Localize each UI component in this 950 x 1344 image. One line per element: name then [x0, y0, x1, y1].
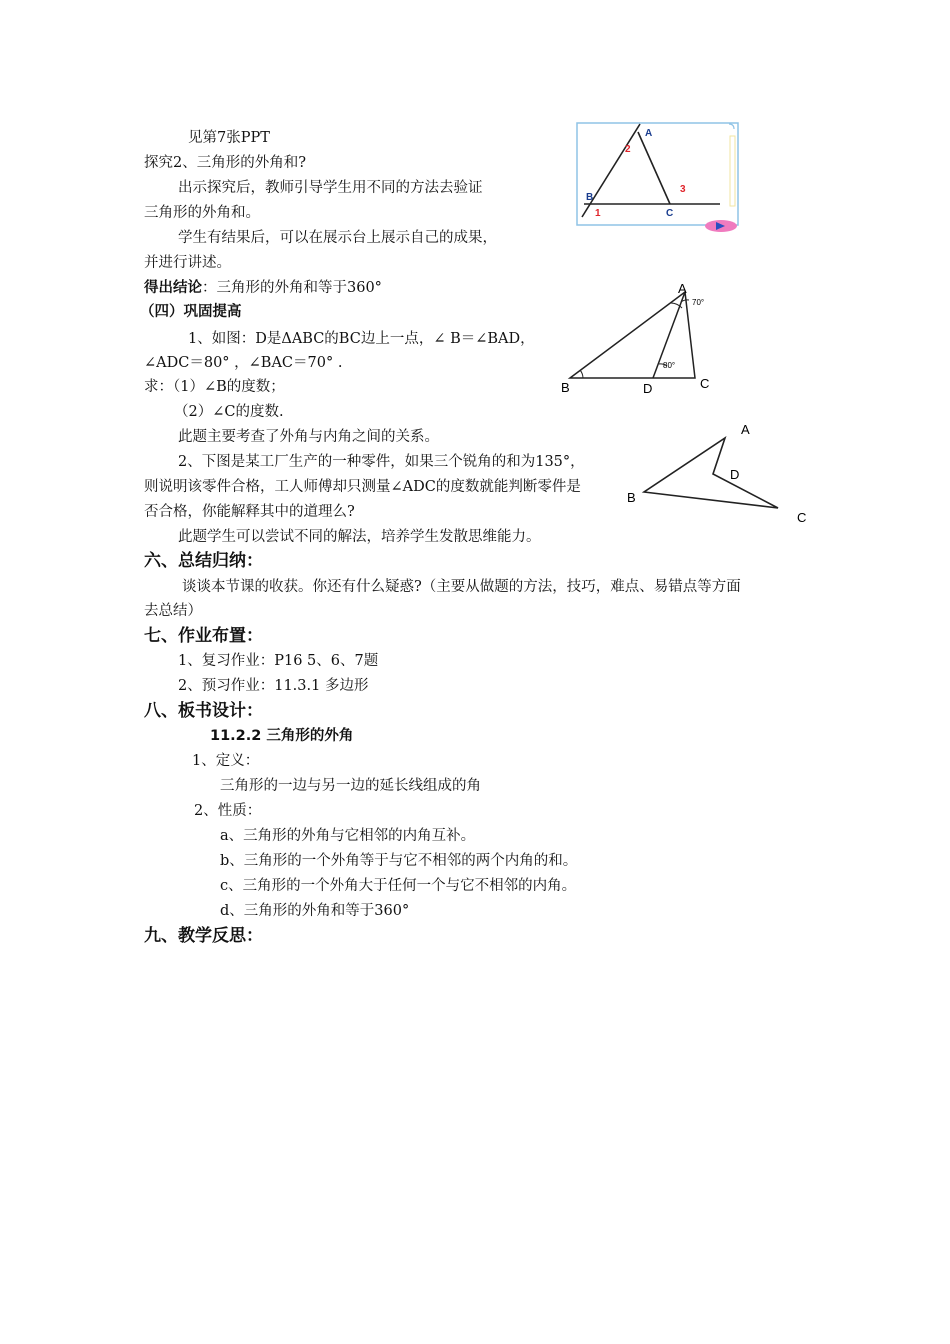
label-angle-3: 3 — [680, 184, 686, 195]
conclusion-text: ：三角形的外角和等于360° — [202, 280, 382, 296]
line-explore-2: 探究2、三角形的外角和? — [144, 155, 306, 171]
label-b: B — [627, 490, 636, 505]
figure-machine-part — [620, 416, 820, 532]
line-problem-2-end: 否合格，你能解释其中的道理么? — [144, 504, 355, 520]
board-properties-label: 2、性质： — [194, 803, 262, 819]
figure-triangle-problem-1 — [555, 278, 725, 398]
line-ppt-ref: 见第7张PPT — [188, 130, 270, 146]
label-angle-1: 1 — [595, 208, 601, 219]
line-problem-2-cont-clip — [144, 477, 637, 497]
heading-board: 八、板书设计： — [144, 701, 263, 721]
heading-summary: 六、总结归纳： — [144, 551, 263, 571]
label-b: B — [561, 380, 570, 395]
board-property-b: b、三角形的一个外角等于与它不相邻的两个内角的和。 — [220, 853, 578, 869]
angle-b-arc — [580, 370, 583, 378]
heading-homework: 七、作业布置： — [144, 626, 263, 646]
board-property-c: c、三角形的一个外角大于任何一个与它不相邻的内角。 — [220, 878, 577, 894]
label-c: C — [797, 510, 807, 525]
label-angle-80: 80° — [663, 361, 676, 370]
board-title: 11.2.2 三角形的外角 — [210, 728, 354, 744]
part-outline — [644, 438, 778, 508]
board-definition: 三角形的一边与另一边的延长线组成的角 — [220, 778, 481, 794]
line-problem-2: 2、下图是某工厂生产的一种零件，如果三个锐角的和为135°， — [178, 454, 585, 470]
heading-reflection: 九、教学反思： — [144, 926, 263, 946]
label-angle-2: 2 — [625, 144, 631, 155]
label-a: A — [645, 128, 653, 139]
line-homework-review: 1、复习作业：P16 5、6、7题 — [178, 653, 379, 669]
label-c: C — [700, 376, 710, 391]
line-ask-1: 求：（1）∠B的度数； — [144, 379, 285, 395]
line-problem-1: 1、如图：D是ΔABC的BC边上一点，∠ B＝∠BAD， — [188, 331, 535, 347]
label-d: D — [643, 381, 653, 396]
board-property-a: a、三角形的外角与它相邻的内角互补。 — [220, 828, 476, 844]
section-consolidate: （四）巩固提高 — [140, 304, 242, 320]
label-a: A — [741, 422, 750, 437]
label-a: A — [678, 281, 687, 296]
line-conclusion — [144, 278, 382, 298]
board-definition-label: 1、定义： — [192, 753, 260, 769]
line-methods: 此题学生可以尝试不同的解法，培养学生发散思维能力。 — [178, 529, 541, 545]
label-c: C — [666, 208, 674, 219]
conclusion-label: 得出结论 — [144, 280, 202, 296]
label-angle-70: 70° — [692, 298, 705, 307]
line-ask-2: （2）∠C的度数. — [174, 404, 284, 420]
line-summary-cont: 去总结） — [144, 603, 202, 619]
label-d: D — [730, 467, 740, 482]
line-guide-cont: 三角形的外角和。 — [144, 205, 260, 221]
triangle-abc — [570, 292, 695, 378]
line-problem-2-cont: 则说明该零件合格，工人师傅却只测量∠ADC的度数就能判断零件是 — [144, 479, 581, 495]
label-b: B — [586, 192, 594, 203]
board-property-d: d、三角形的外角和等于360° — [220, 903, 410, 919]
line-focus: 此题主要考查了外角与内角之间的关系。 — [178, 429, 439, 445]
line-students-cont: 并进行讲述。 — [144, 255, 231, 271]
line-problem-1-given: ∠ADC＝80° ，∠BAC＝70° . — [144, 355, 343, 371]
line-students: 学生有结果后，可以在展示台上展示自己的成果， — [178, 230, 497, 246]
line-summary: 谈谈本节课的收获。你还有什么疑惑?（主要从做题的方法，技巧，难点、易错点等方面 — [182, 579, 741, 595]
figure-exterior-angles-slide — [574, 120, 744, 236]
line-homework-preview: 2、预习作业：11.3.1 多边形 — [178, 678, 369, 694]
line-guide: 出示探究后，教师引导学生用不同的方法去验证 — [178, 180, 483, 196]
